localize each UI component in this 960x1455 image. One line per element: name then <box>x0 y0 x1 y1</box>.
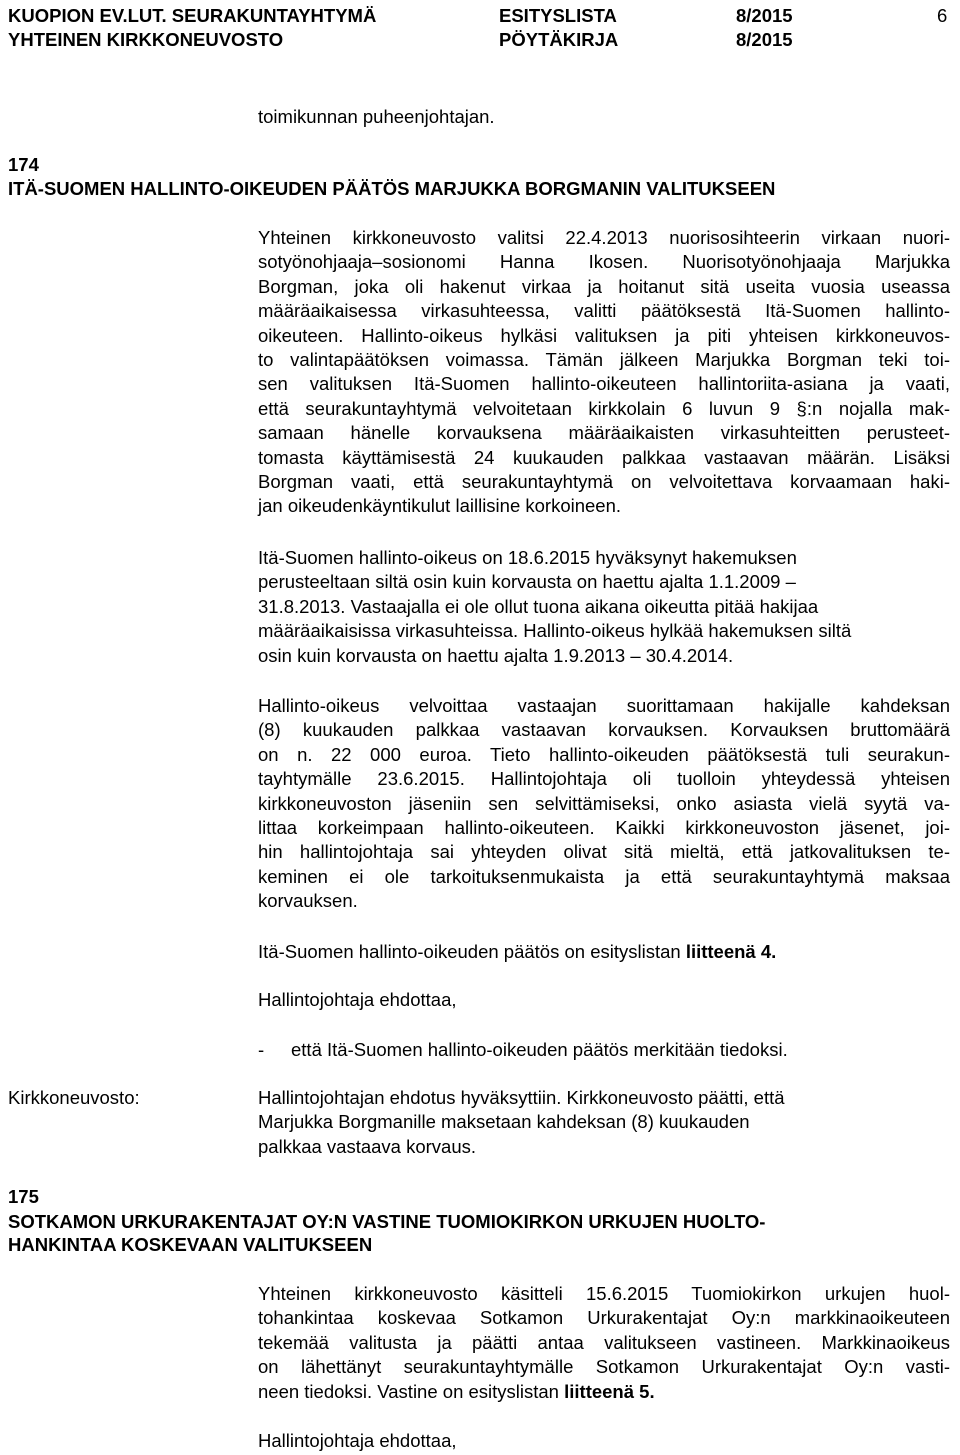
text-line: Borgman vaati, että seurakuntayhtymä on velvoitettava korvaamaan haki- <box>258 471 950 493</box>
text-line: Yhteinen kirkkoneuvosto valitsi 22.4.2013 nuorisosihteerin virkaan nuori- <box>258 227 950 248</box>
proposal-dash: - <box>258 1039 265 1060</box>
section-175-title-line-1: SOTKAMON URKURAKENTAJAT OY:N VASTINE TUOMIOKIRKON URKUJEN HUOLTO- <box>8 1211 766 1232</box>
text-line: on n. 22 000 euroa. Tieto hallinto-oikeuden päätöksestä tuli seurakun- <box>258 743 950 765</box>
text-line: Marjukka Borgmanille maksetaan kahdeksan (8) kuukauden <box>258 1111 750 1133</box>
text-line: samaan hänelle korvauksena määräaikaisten virkasuhteitten perusteet- <box>258 422 950 444</box>
text-line: kirkkoneuvoston jäseniin sen selvittämiseksi, onko asiasta vielä syytä va- <box>258 792 950 814</box>
text-line: sen valituksen Itä-Suomen hallinto-oikeuteen hallintoriita-asiana ja vaati, <box>258 373 950 395</box>
page-number: 6 <box>937 5 948 26</box>
attachment-text: Itä-Suomen hallinto-oikeuden päätös on esityslistan <box>258 941 686 962</box>
decision-text <box>258 1086 950 1159</box>
s174-paragraph-1 <box>258 226 950 519</box>
agenda-number: 8/2015 <box>736 5 793 26</box>
proposal-item <box>258 1038 950 1062</box>
text-line: osin kuin korvausta on haettu ajalta 1.9.2013 – 30.4.2014. <box>258 644 734 666</box>
proposal-intro: Hallintojohtaja ehdottaa, <box>258 989 457 1010</box>
section-175-number: 175 <box>8 1186 39 1207</box>
text-line: tohankintaa koskevaa Sotkamon Urkurakentajat Oy:n markkinaoikeuteen <box>258 1307 950 1329</box>
attachment-reference <box>258 940 950 964</box>
text-line: palkkaa vastaava korvaus. <box>258 1135 477 1157</box>
text-line: perusteeltaan siltä osin kuin korvausta on haettu ajalta 1.1.2009 – <box>258 571 796 593</box>
org-name: KUOPION EV.LUT. SEURAKUNTAYHTYMÄ <box>8 5 377 26</box>
text-line: 31.8.2013. Vastaajalla ei ole ollut tuona aikana oikeutta pitää hakijaa <box>258 595 819 617</box>
text-line: Borgman, joka oli hakenut virkaa ja hoitanut sitä useita vuosia useassa <box>258 275 950 297</box>
intro-line: toimikunnan puheenjohtajan. <box>258 106 495 127</box>
text-line: Hallintojohtajan ehdotus hyväksyttiin. Kirkkoneuvosto päätti, että <box>258 1087 785 1108</box>
text-line: Yhteinen kirkkoneuvosto käsitteli 15.6.2015 Tuomiokirkon urkujen huol- <box>258 1283 950 1304</box>
proposal-text: että Itä-Suomen hallinto-oikeuden päätös merkitään tiedoksi. <box>291 1039 788 1060</box>
text-line: määräaikaisessa virkasuhteessa, valitti päätöksestä Itä-Suomen hallinto- <box>258 300 950 322</box>
text-line-part: neen tiedoksi. Vastine on esityslistan <box>258 1380 565 1402</box>
text-line: että seurakuntayhtymä velvoitetaan kirkkolain 6 luvun 9 §:n nojalla mak- <box>258 397 950 419</box>
text-line: määräaikaisissa virkasuhteissa. Hallinto-oikeus hylkää hakemuksen siltä <box>258 620 852 642</box>
text-line: sotyönohjaaja–sosionomi Hanna Ikosen. Nuorisotyönohjaaja Marjukka <box>258 251 950 273</box>
text-line: jan oikeudenkäyntikulut laillisine korkoineen. <box>258 495 622 517</box>
text-line: (8) kuukauden palkkaa vastaavan korvauksen. Korvauksen bruttomäärä <box>258 719 950 741</box>
s175-proposal-intro: Hallintojohtaja ehdottaa, <box>258 1430 457 1451</box>
s174-paragraph-2 <box>258 546 950 668</box>
doc-type-agenda: ESITYSLISTA <box>499 5 617 26</box>
section-174-title: ITÄ-SUOMEN HALLINTO-OIKEUDEN PÄÄTÖS MARJUKKA BORGMANIN VALITUKSEEN <box>8 178 776 199</box>
section-174-number: 174 <box>8 154 39 175</box>
text-line: littaa korkeimpaan hallinto-oikeuteen. Kaikki kirkkoneuvoston jäsenet, joi- <box>258 817 950 839</box>
text-line: on lähettänyt seurakuntayhtymälle Sotkamon Urkurakentajat Oy:n vasti- <box>258 1356 950 1378</box>
text-line: korvauksen. <box>258 890 358 912</box>
text-line: Hallinto-oikeus velvoittaa vastaajan suorittamaan hakijalle kahdeksan <box>258 695 950 716</box>
text-line: tekemää valitusta ja päätti antaa valitukseen vastineen. Markkinaoikeus <box>258 1331 950 1353</box>
attachment-label: liitteenä 4. <box>685 941 777 962</box>
text-line: to valintapäätöksen voimassa. Tämän jälkeen Marjukka Borgman teki toi- <box>258 349 950 371</box>
org-unit: YHTEINEN KIRKKONEUVOSTO <box>8 29 284 50</box>
attachment-label: liitteenä 5. <box>564 1380 655 1402</box>
text-line: keminen ei ole tarkoituksenmukaista ja että seurakuntayhtymä maksaa <box>258 865 950 887</box>
s175-paragraph-1 <box>258 1282 950 1404</box>
s174-paragraph-3 <box>258 694 950 914</box>
text-line: oikeuteen. Hallinto-oikeus hylkäsi valituksen ja piti yhteisen kirkkoneuvos- <box>258 324 950 346</box>
text-line: hin hallintojohtaja sai yhteyden olivat sitä mieltä, että jatkovalituksen te- <box>258 841 950 863</box>
text-line: tayhtymälle 23.6.2015. Hallintojohtaja oli tuolloin yhteydessä yhteisen <box>258 768 950 790</box>
text-line: tomasta käyttämisestä 24 kuukauden palkkaa vastaavan määrän. Lisäksi <box>258 446 950 468</box>
section-175-title-line-2: HANKINTAA KOSKEVAAN VALITUKSEEN <box>8 1234 373 1255</box>
minutes-number: 8/2015 <box>736 29 793 50</box>
decision-label: Kirkkoneuvosto: <box>8 1087 140 1108</box>
text-line <box>258 1380 950 1404</box>
text-line: Itä-Suomen hallinto-oikeus on 18.6.2015 hyväksynyt hakemuksen <box>258 547 797 568</box>
doc-type-minutes: PÖYTÄKIRJA <box>499 29 619 50</box>
